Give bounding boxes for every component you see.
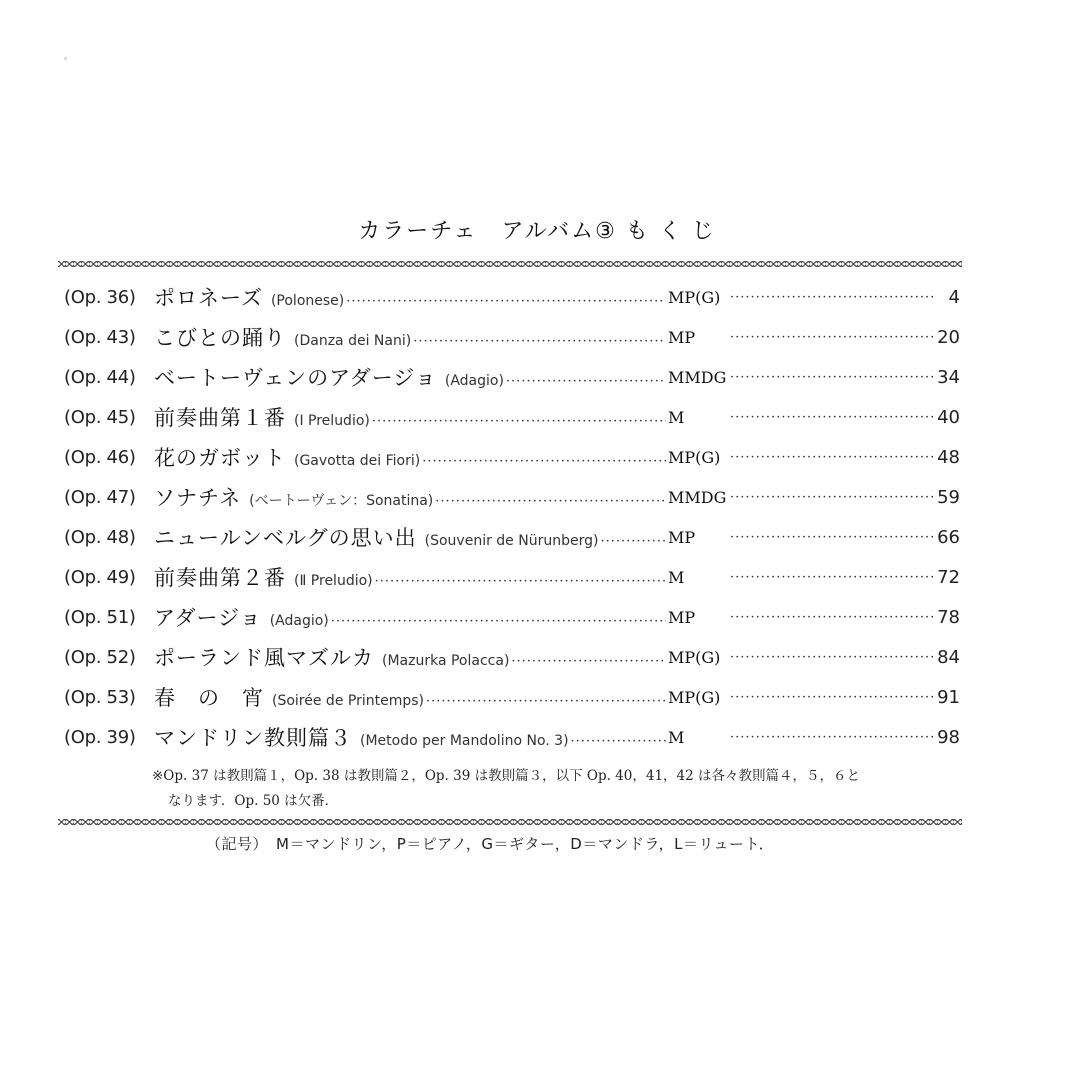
instrumentation: MP(G): [668, 448, 721, 467]
entry-title: 前奏曲第１番: [154, 406, 286, 430]
entry-title-cell: [154, 358, 666, 402]
toc-row: [64, 358, 960, 398]
opus-number: (Op. 46): [64, 447, 136, 468]
leader-dots: [730, 558, 936, 598]
leader-dots: [375, 562, 666, 602]
page-number: 84: [937, 647, 960, 668]
page-number: 4: [948, 287, 960, 308]
page-number: 20: [937, 327, 960, 348]
page-number: 48: [937, 447, 960, 468]
opus-number: (Op. 43): [64, 327, 136, 348]
instrumentation: M: [668, 408, 685, 427]
leader-dots: [730, 598, 936, 638]
entry-subtitle: (ベートーヴェン：Sonatina): [249, 493, 434, 509]
leader-dots: [435, 482, 666, 522]
leader-dots: [422, 442, 666, 482]
leader-dots: [730, 358, 936, 398]
toc-row: [64, 718, 960, 758]
entry-title: アダージョ: [154, 606, 262, 630]
instrumentation: MP(G): [668, 688, 721, 707]
toc-row: [64, 318, 960, 358]
instrumentation: MP(G): [668, 648, 721, 667]
instrumentation: M: [668, 568, 685, 587]
leader-dots: [730, 678, 936, 718]
entry-title-cell: [154, 518, 666, 562]
page-number: 40: [937, 407, 960, 428]
entry-subtitle: (Polonese): [270, 293, 345, 309]
entry-title-cell: [154, 438, 666, 482]
page-number: 98: [937, 727, 960, 748]
toc-row: [64, 518, 960, 558]
entry-subtitle: (Adagio): [444, 373, 504, 389]
page-number: 66: [937, 527, 960, 548]
decorative-rule-top: [58, 261, 962, 267]
leader-dots: [372, 402, 666, 442]
instrumentation: MP(G): [668, 288, 721, 307]
leader-dots: [730, 398, 936, 438]
leader-dots: [600, 522, 666, 562]
leader-dots: [506, 362, 666, 402]
entry-title: ニュールンベルグの思い出: [154, 526, 417, 550]
entry-title: こびとの踊り: [154, 326, 286, 350]
entry-subtitle: (Metodo per Mandolino No. 3): [360, 733, 569, 749]
entry-title: 春 の 宵: [154, 686, 264, 710]
page-number: 72: [937, 567, 960, 588]
opus-number: (Op. 47): [64, 487, 136, 508]
entry-subtitle: (Ⅰ Preludio): [294, 413, 370, 429]
leader-dots: [511, 642, 666, 682]
entry-subtitle: (Mazurka Polacca): [382, 653, 510, 669]
leader-dots: [730, 718, 936, 758]
toc-row: [64, 678, 960, 718]
page-number: 91: [937, 687, 960, 708]
opus-number: (Op. 39): [64, 727, 136, 748]
toc-row: [64, 638, 960, 678]
page-number: 34: [937, 367, 960, 388]
leader-dots: [730, 518, 936, 558]
entry-title-cell: [154, 398, 666, 442]
page-title: カラーチェ アルバム③ も く じ: [358, 219, 716, 244]
toc-row: [64, 278, 960, 318]
entry-title-cell: [154, 718, 666, 762]
footnote-line-2: なります．Op. 50 は欠番．: [168, 793, 339, 809]
decorative-rule-bottom: [58, 819, 962, 825]
entry-subtitle: (Souvenir de Nürunberg): [424, 533, 599, 549]
leader-dots: [426, 682, 666, 722]
opus-number: (Op. 52): [64, 647, 136, 668]
leader-dots: [730, 638, 936, 678]
page-number: 59: [937, 487, 960, 508]
footnote: [152, 764, 912, 814]
instrumentation: MP: [668, 608, 696, 627]
opus-number: (Op. 51): [64, 607, 136, 628]
instrumentation: MP: [668, 328, 696, 347]
entry-title: 花のガボット: [154, 446, 286, 470]
entry-title-cell: [154, 638, 666, 682]
toc-row: [64, 438, 960, 478]
toc-row: [64, 398, 960, 438]
leader-dots: [571, 722, 666, 762]
opus-number: (Op. 48): [64, 527, 136, 548]
toc-row: [64, 478, 960, 518]
table-of-contents: [64, 278, 960, 758]
entry-title-cell: [154, 278, 666, 322]
entry-subtitle: (Ⅱ Preludio): [294, 573, 373, 589]
entry-title-cell: [154, 558, 666, 602]
entry-title: マンドリン教則篇３: [154, 726, 352, 750]
leader-dots: [413, 322, 666, 362]
entry-title: ポーランド風マズルカ: [154, 646, 374, 670]
opus-number: (Op. 45): [64, 407, 136, 428]
entry-title: ポロネーズ: [154, 286, 263, 310]
entry-title-cell: [154, 598, 666, 642]
footnote-line-1: ※Op. 37 は教則篇１，Op. 38 は教則篇２，Op. 39 は教則篇３，以下 Op. 40，41，42 は各々教則篇４，５，６と: [152, 768, 861, 784]
instrumentation: MMDG: [668, 368, 727, 387]
entry-subtitle: (Gavotta dei Fiori): [294, 453, 421, 469]
entry-title: 前奏曲第２番: [154, 566, 286, 590]
entry-title-cell: [154, 478, 666, 522]
leader-dots: [730, 318, 936, 358]
instrumentation: MP: [668, 528, 696, 547]
opus-number: (Op. 44): [64, 367, 136, 388]
opus-number: (Op. 49): [64, 567, 136, 588]
instrumentation: MMDG: [668, 488, 727, 507]
opus-number: (Op. 53): [64, 687, 136, 708]
leader-dots: [730, 438, 936, 478]
leader-dots: [730, 278, 936, 318]
entry-subtitle: (Adagio): [269, 613, 329, 629]
opus-number: (Op. 36): [64, 287, 136, 308]
instrumentation: M: [668, 728, 685, 747]
entry-title: ベートーヴェンのアダージョ: [154, 366, 437, 390]
leader-dots: [331, 602, 666, 642]
entry-title-cell: [154, 678, 666, 722]
entry-title: ソナチネ: [154, 486, 242, 510]
symbol-legend: （記号） M＝マンドリン，P＝ピアノ，G＝ギター，D＝マンドラ，L＝リュート．: [206, 835, 775, 853]
page-number: 78: [937, 607, 960, 628]
entry-subtitle: (Danza dei Nani): [294, 333, 412, 349]
entry-subtitle: (Soirée de Printemps): [272, 693, 424, 709]
leader-dots: [346, 282, 666, 322]
toc-row: [64, 558, 960, 598]
leader-dots: [730, 478, 936, 518]
toc-row: [64, 598, 960, 638]
entry-title-cell: [154, 318, 666, 362]
scan-speck: [64, 57, 67, 60]
